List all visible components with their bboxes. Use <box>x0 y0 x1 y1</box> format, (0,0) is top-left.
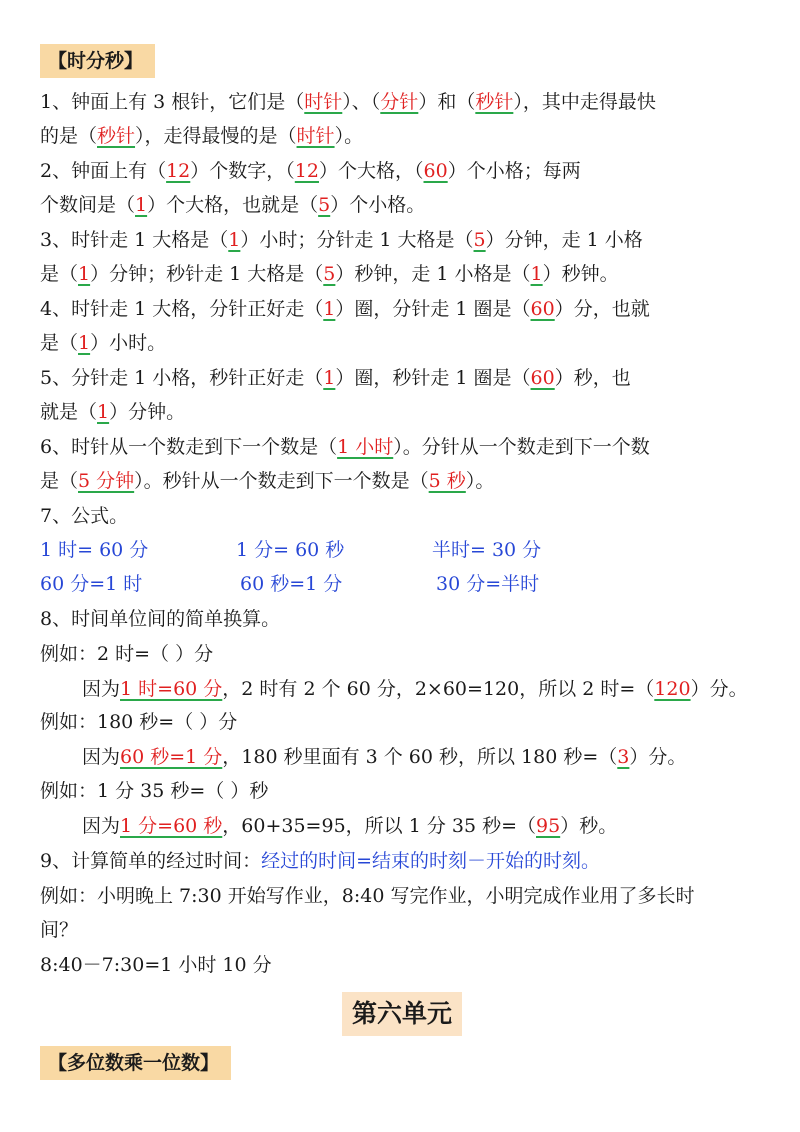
answer: 时针 <box>296 125 335 147</box>
example-1-explanation: 因为1 时=60 分，2 时有 2 个 60 分，2×60=120，所以 2 时=（120）分。 <box>82 678 748 700</box>
answer: 120 <box>654 678 691 700</box>
answer: 1 <box>135 194 148 216</box>
question-3-line-1: 3、时针走 1 大格是（1）小时；分针走 1 大格是（5）分钟，走 1 小格 <box>40 229 643 251</box>
example-2-explanation: 因为60 秒=1 分，180 秒里面有 3 个 60 秒，所以 180 秒=（3）分。 <box>82 746 687 768</box>
formula: 60 秒=1 分 <box>240 573 343 595</box>
answer: 5 <box>473 229 486 251</box>
formula: 1 分= 60 秒 <box>236 539 345 561</box>
question-2-line-1: 2、钟面上有（12）个数字，（12）个大格，（60）个小格；每两 <box>40 160 581 182</box>
answer: 1 <box>228 229 241 251</box>
formula: 60 分=1 时 <box>40 573 143 595</box>
answer: 12 <box>294 160 319 182</box>
answer: 5 秒 <box>428 470 466 492</box>
section-header-multiplication: 【多位数乘一位数】 <box>40 1046 231 1080</box>
formula: 半时= 30 分 <box>432 539 542 561</box>
answer: 1 分=60 秒 <box>120 815 223 837</box>
unit-title: 第六单元 <box>342 992 462 1036</box>
question-5-line-2: 就是（1）分钟。 <box>40 401 186 423</box>
question-4-line-2: 是（1）小时。 <box>40 332 167 354</box>
answer: 1 <box>530 263 543 285</box>
answer: 1 <box>78 332 91 354</box>
answer: 1 <box>323 367 336 389</box>
question-6-line-2: 是（5 分钟）。秒针从一个数走到下一个数是（5 秒）。 <box>40 470 495 492</box>
answer: 60 <box>530 367 555 389</box>
answer: 1 <box>78 263 91 285</box>
example-3-explanation: 因为1 分=60 秒，60+35=95，所以 1 分 35 秒=（95）秒。 <box>82 815 618 837</box>
answer: 秒针 <box>475 91 514 113</box>
example-2: 例如：180 秒=（ ）分 <box>40 711 238 733</box>
question-8-title: 8、时间单位间的简单换算。 <box>40 608 281 630</box>
question-2-line-2: 个数间是（1）个大格，也就是（5）个小格。 <box>40 194 426 216</box>
question-9-example-line-2: 间？ <box>40 919 79 941</box>
question-9: 9、计算简单的经过时间：经过的时间=结束的时刻－开始的时刻。 <box>40 850 601 872</box>
answer: 1 小时 <box>337 436 394 458</box>
section-header-time: 【时分秒】 <box>40 44 155 78</box>
answer: 1 时=60 分 <box>120 678 223 700</box>
answer: 3 <box>617 746 630 768</box>
answer: 分针 <box>380 91 419 113</box>
answer: 1 <box>97 401 110 423</box>
question-4-line-1: 4、时针走 1 大格，分针正好走（1）圈，分针走 1 圈是（60）分，也就 <box>40 298 650 320</box>
answer: 60 秒=1 分 <box>120 746 223 768</box>
example-1: 例如：2 时=（ ）分 <box>40 643 214 665</box>
formula: 经过的时间=结束的时刻－开始的时刻。 <box>261 850 601 872</box>
answer: 95 <box>536 815 561 837</box>
answer: 12 <box>166 160 191 182</box>
answer: 5 分钟 <box>78 470 135 492</box>
question-1-line-2: 的是（秒针），走得最慢的是（时针）。 <box>40 125 364 147</box>
answer: 60 <box>423 160 448 182</box>
answer: 1 <box>323 298 336 320</box>
question-3-line-2: 是（1）分钟；秒针走 1 大格是（5）秒钟，走 1 小格是（1）秒钟。 <box>40 263 619 285</box>
answer: 5 <box>323 263 336 285</box>
answer: 60 <box>530 298 555 320</box>
question-5-line-1: 5、分针走 1 小格，秒针正好走（1）圈，秒针走 1 圈是（60）秒，也 <box>40 367 631 389</box>
question-9-example-line-1: 例如：小明晚上 7:30 开始写作业，8:40 写完作业，小明完成作业用了多长时 <box>40 885 695 907</box>
formula: 30 分=半时 <box>436 573 540 595</box>
answer: 时针 <box>304 91 343 113</box>
answer: 5 <box>318 194 331 216</box>
question-1-line-1: 1、钟面上有 3 根针，它们是（时针）、（分针）和（秒针），其中走得最快 <box>40 91 656 113</box>
formula: 1 时= 60 分 <box>40 539 149 561</box>
answer: 秒针 <box>97 125 136 147</box>
question-7-title: 7、公式。 <box>40 505 129 527</box>
example-3: 例如：1 分 35 秒=（ ）秒 <box>40 780 269 802</box>
question-6-line-1: 6、时针从一个数走到下一个数是（1 小时）。分针从一个数走到下一个数 <box>40 436 650 458</box>
question-9-solution: 8:40－7:30=1 小时 10 分 <box>40 954 272 976</box>
